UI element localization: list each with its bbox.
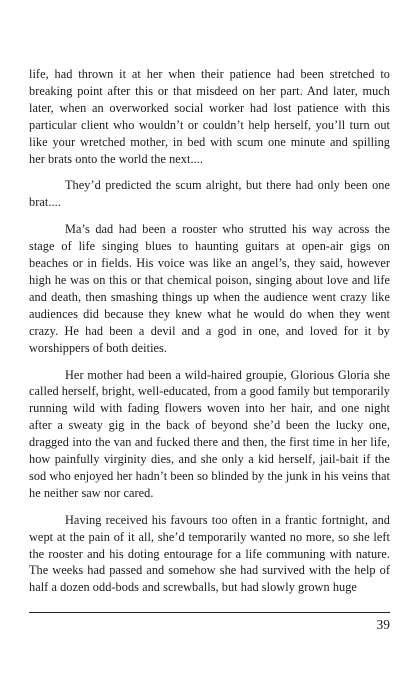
paragraph-3: Ma’s dad had been a rooster who strutted his way across the stage of life singing blues to haunting guitars at open-air gigs on beaches or in fields. His voice was like an angel’s, they said, however high he was on this or that chemical poison, singing about love and life and death, then smashing things up when the audience went crazy like audiences did because they knew what he would do when they went crazy. He had been a devil and a god in one, and loved for it by worshippers of both deities.	[29, 222, 390, 355]
paragraph-1: life, had thrown it at her when their patience had been stretched to breaking point after this or that misdeed on her part. And later, much later, when an overworked social worker had lost patience with this particular client who wouldn’t or couldn’t help herself, you’ll turn out like your wretched mother, in bed with scum one minute and spilling her brats onto the world the next....	[29, 67, 390, 166]
page-body	[29, 66, 390, 606]
paragraph-4: Her mother had been a wild-haired groupie, Glorious Gloria she called herself, bright, well-educated, from a good family but temporarily running wild with fading flowers woven into her hair, and one night after a sweaty gig in the back of beyond she’d been the lucky one, dragged into the van and fucked there and then, the first time in her life, how painfully virginity dies, and she only a kid herself, jail-bait if the sod who enjoyed her hadn’t been so blinded by the junk in his veins that he neither saw nor cared.	[29, 367, 390, 500]
paragraph-2: They’d predicted the scum alright, but there had only been one brat....	[29, 178, 390, 210]
page-number: 39	[376, 617, 390, 632]
paragraph-5: Having received his favours too often in a frantic fortnight, and wept at the pain of it all, she’d temporarily wanted no more, so she left the rooster and his doting entourage for a life communing with nature. The weeks had passed and somehow she had survived with the help of half a dozen odd-bods and screwballs, but had slowly grown huge	[29, 512, 390, 595]
footer-rule	[29, 612, 390, 613]
